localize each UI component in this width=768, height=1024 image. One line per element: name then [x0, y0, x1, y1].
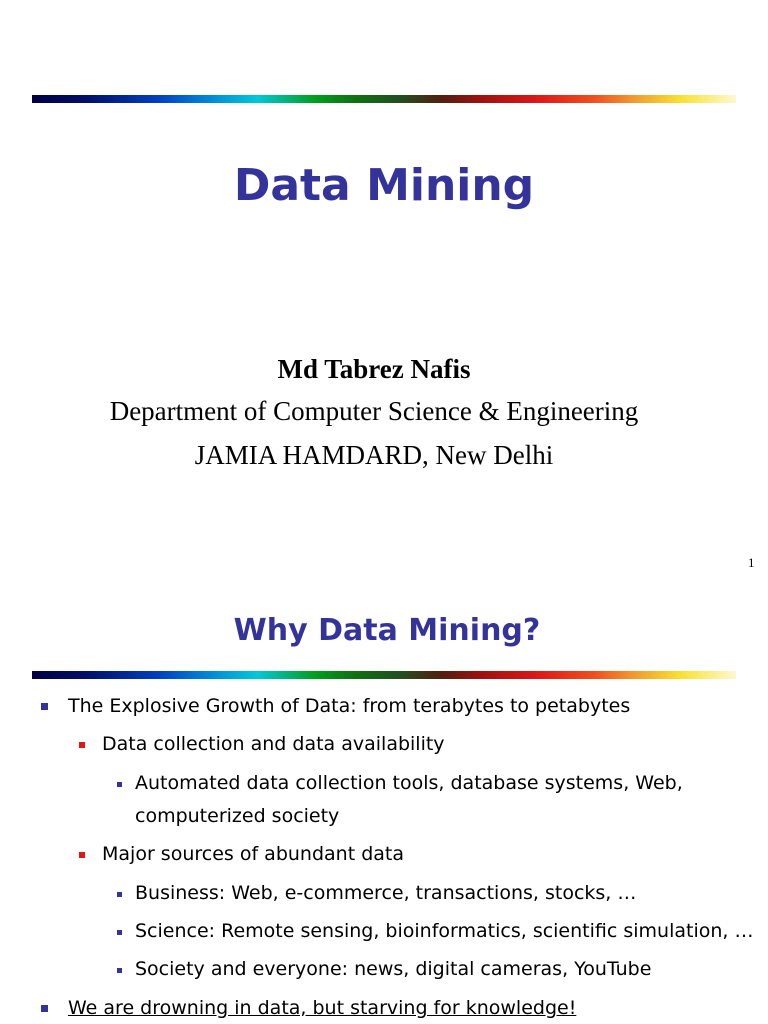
rainbow-divider-top — [32, 95, 736, 103]
list-item-text: The Explosive Growth of Data: from terabytes to petabytes — [68, 695, 631, 717]
list-item-continuation: computerized society — [135, 805, 340, 827]
slide-title: Data Mining — [233, 160, 535, 211]
square-bullet-icon — [117, 930, 122, 935]
department-name: Department of Computer Science & Engineering — [109, 396, 639, 426]
list-item-text: Automated data collection tools, database systems, Web, — [135, 772, 683, 794]
list-item-text: We are drowning in data, but starving for knowledge! — [68, 997, 577, 1019]
square-bullet-icon — [79, 852, 85, 858]
list-item-text: Data collection and data availability — [102, 733, 445, 755]
square-bullet-icon — [117, 968, 122, 973]
rainbow-divider-second — [32, 671, 736, 679]
square-bullet-icon — [41, 1005, 48, 1012]
list-item-text: Business: Web, e-commerce, transactions, stocks, … — [135, 882, 637, 904]
list-item-text: Society and everyone: news, digital cameras, YouTube — [135, 958, 652, 980]
list-item-text: Science: Remote sensing, bioinformatics, scientific simulation, … — [135, 920, 754, 942]
page-number: 1 — [748, 555, 755, 570]
square-bullet-icon — [117, 782, 122, 787]
square-bullet-icon — [117, 892, 122, 897]
list-item-text: Major sources of abundant data — [102, 843, 404, 865]
section-title: Why Data Mining? — [233, 613, 541, 648]
author-name: Md Tabrez Nafis — [277, 354, 471, 384]
square-bullet-icon — [79, 742, 85, 748]
institution-name: JAMIA HAMDARD, New Delhi — [194, 440, 554, 470]
square-bullet-icon — [41, 703, 48, 710]
